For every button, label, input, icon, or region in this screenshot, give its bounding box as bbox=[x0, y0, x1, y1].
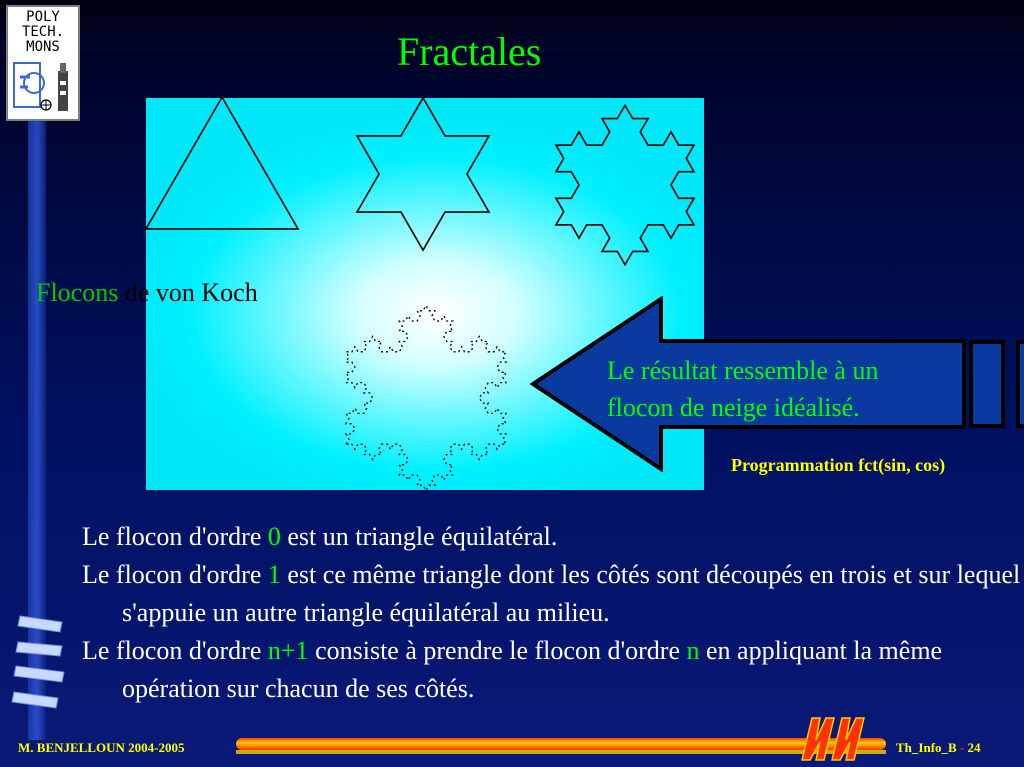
p2-text-a: Le flocon d'ordre bbox=[82, 636, 268, 665]
fiti-logo-icon bbox=[796, 712, 872, 764]
koch-order-2-flake bbox=[556, 105, 694, 264]
p2-highlight: n+1 bbox=[267, 636, 309, 665]
logo-line-1: POLY bbox=[26, 9, 60, 25]
figure-caption-rest: de von Koch bbox=[118, 278, 258, 307]
figure-caption-flocons: Flocons bbox=[36, 278, 119, 307]
footer-course: Th_Info_B bbox=[896, 740, 957, 755]
p0-highlight: 0 bbox=[267, 522, 281, 551]
p1-text-a: Le flocon d'ordre bbox=[82, 560, 268, 589]
callout-line-1: Le résultat ressemble à un bbox=[607, 356, 879, 385]
p0-text-b: est un triangle équilatéral. bbox=[280, 522, 558, 551]
k2-outline bbox=[556, 105, 694, 264]
polytech-mons-logo bbox=[6, 5, 80, 121]
k1-outline bbox=[357, 98, 489, 250]
footer-ribbon bbox=[236, 738, 886, 750]
slide-title: Fractales bbox=[397, 29, 542, 74]
figure-caption bbox=[36, 278, 258, 308]
p2-highlight-2: n bbox=[686, 636, 700, 665]
k3-outline bbox=[346, 306, 506, 490]
programming-note: Programmation fct(sin, cos) bbox=[731, 455, 946, 475]
paragraph-order-0 bbox=[82, 518, 1022, 556]
paragraph-order-1 bbox=[82, 556, 1022, 632]
footer-ribbon-line bbox=[236, 750, 886, 754]
footer-page: 24 bbox=[967, 740, 981, 755]
logo-line-3: MONS bbox=[26, 39, 60, 55]
p2-text-b: consiste à prendre le flocon d'ordre bbox=[308, 636, 687, 665]
p2-text-c: en appliquant la même opération sur chacun de ses côtés. bbox=[122, 636, 943, 703]
p0-text-a: Le flocon d'ordre bbox=[82, 522, 268, 551]
decor-bars-icon bbox=[968, 340, 1024, 430]
koch-order-3-flake bbox=[346, 306, 506, 490]
logo-emblem-icon bbox=[8, 57, 78, 117]
footer-separator: - bbox=[956, 740, 968, 755]
koch-order-1-star bbox=[357, 98, 489, 250]
k0-outline bbox=[146, 98, 298, 229]
koch-order-0-triangle bbox=[146, 98, 298, 229]
logo-line-2: TECH. bbox=[21, 24, 65, 40]
callout-line-2: flocon de neige idéalisé. bbox=[607, 393, 860, 422]
footer-page-number bbox=[896, 740, 981, 756]
p1-text-b: est ce même triangle dont les côtés sont découpés en trois et sur lequel s'appuie un autre triangle équilatéral au milieu. bbox=[122, 560, 1021, 627]
callout-text bbox=[607, 352, 967, 426]
paragraph-order-n1 bbox=[82, 632, 1022, 708]
footer-author: M. BENJELLOUN 2004-2005 bbox=[18, 740, 185, 755]
p1-highlight: 1 bbox=[267, 560, 281, 589]
body-text bbox=[82, 518, 1022, 708]
side-fiti-mark-icon bbox=[8, 612, 70, 712]
